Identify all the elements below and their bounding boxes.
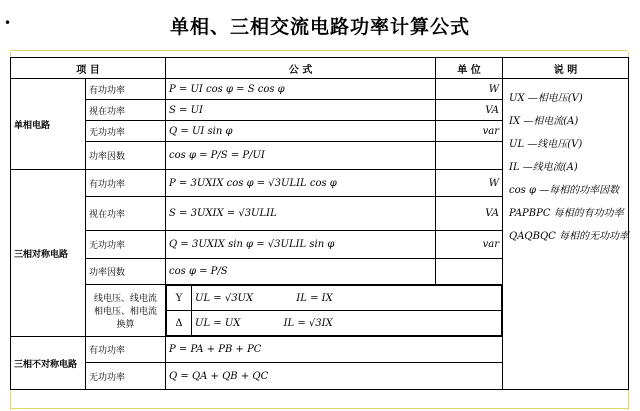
wye-voltage: UL = √3UX [195, 292, 254, 304]
wye-symbol: Y [167, 286, 192, 311]
conversion-label-line: 相电压、相电流 [94, 307, 158, 317]
unit-cell: VA [436, 100, 503, 121]
delta-voltage: UL = UX [195, 317, 241, 329]
row-item-label: 有功功率 [86, 170, 166, 197]
formula-cell: Q = UI sin φ [166, 121, 436, 142]
formula-cell: Q = QA + QB + QC [166, 363, 503, 390]
conversion-row-delta [167, 311, 502, 336]
formula-cell: P = PA + PB + PC [166, 337, 503, 363]
unit-cell: var [436, 121, 503, 142]
formula-cell: S = UI [166, 100, 436, 121]
unit-cell [436, 142, 503, 170]
formula-cell: P = 3UXIX cos φ = √3ULIL cos φ [166, 170, 436, 197]
conversion-subtable [166, 285, 502, 336]
note-line: UL —线电压(V) [509, 139, 583, 150]
row-item-label: 视在功率 [86, 197, 166, 231]
section-three-phase-asymmetric: 三相不对称电路 [11, 337, 86, 390]
formula-cell: P = UI cos φ = S cos φ [166, 79, 436, 100]
note-line: IL —线电流(A) [509, 162, 578, 173]
conversion-cell [166, 285, 503, 337]
header-unit: 单 位 [436, 58, 503, 79]
row-item-label: 有功功率 [86, 337, 166, 363]
formula-cell: cos φ = P/S [166, 259, 436, 285]
margin-guide-bottom [10, 408, 628, 409]
conversion-label-line: 线电压、线电流 [94, 294, 158, 304]
note-line: PAPBPC 每相的有功功率 [509, 208, 624, 219]
header-notes: 说 明 [503, 58, 629, 79]
row-item-label: 功率因数 [86, 142, 166, 170]
notes-cell [503, 79, 629, 390]
formula-table [10, 57, 629, 390]
header-item: 项 目 [11, 58, 166, 79]
unit-cell: var [436, 231, 503, 259]
row-item-label: 功率因数 [86, 259, 166, 285]
row-item-label: 无功功率 [86, 121, 166, 142]
row-item-label: 无功功率 [86, 363, 166, 390]
header-formula: 公 式 [166, 58, 436, 79]
formula-cell: cos φ = P/S = P/UI [166, 142, 436, 170]
delta-symbol: Δ [167, 311, 192, 336]
delta-current: IL = √3IX [283, 317, 333, 329]
note-line: IX —相电流(A) [509, 116, 579, 127]
formula-cell [192, 311, 502, 336]
conversion-label-line: 换算 [116, 320, 135, 330]
note-line: UX —相电压(V) [509, 93, 583, 104]
row-item-label: 有功功率 [86, 79, 166, 100]
table-header-row [11, 58, 629, 79]
row-item-label: 视在功率 [86, 100, 166, 121]
note-line: QAQBQC 每相的无功功率 [509, 231, 630, 242]
unit-cell [436, 259, 503, 285]
note-line: cos φ —每相的功率因数 [509, 185, 620, 196]
table-row [11, 79, 629, 100]
unit-cell: VA [436, 197, 503, 231]
conversion-row-y [167, 286, 502, 311]
formula-cell [192, 286, 502, 311]
margin-guide-top [10, 50, 628, 51]
unit-cell: W [436, 79, 503, 100]
formula-cell: Q = 3UXIX sin φ = √3ULIL sin φ [166, 231, 436, 259]
section-single-phase: 单相电路 [11, 79, 86, 170]
row-item-conversion [86, 285, 166, 337]
section-three-phase-symmetric: 三相对称电路 [11, 170, 86, 337]
wye-current: IL = IX [296, 292, 333, 304]
row-item-label: 无功功率 [86, 231, 166, 259]
formula-cell: S = 3UXIX = √3ULIL [166, 197, 436, 231]
unit-cell: W [436, 170, 503, 197]
bullet-mark: • [4, 16, 12, 30]
page-title: 单相、三相交流电路功率计算公式 [169, 16, 470, 38]
